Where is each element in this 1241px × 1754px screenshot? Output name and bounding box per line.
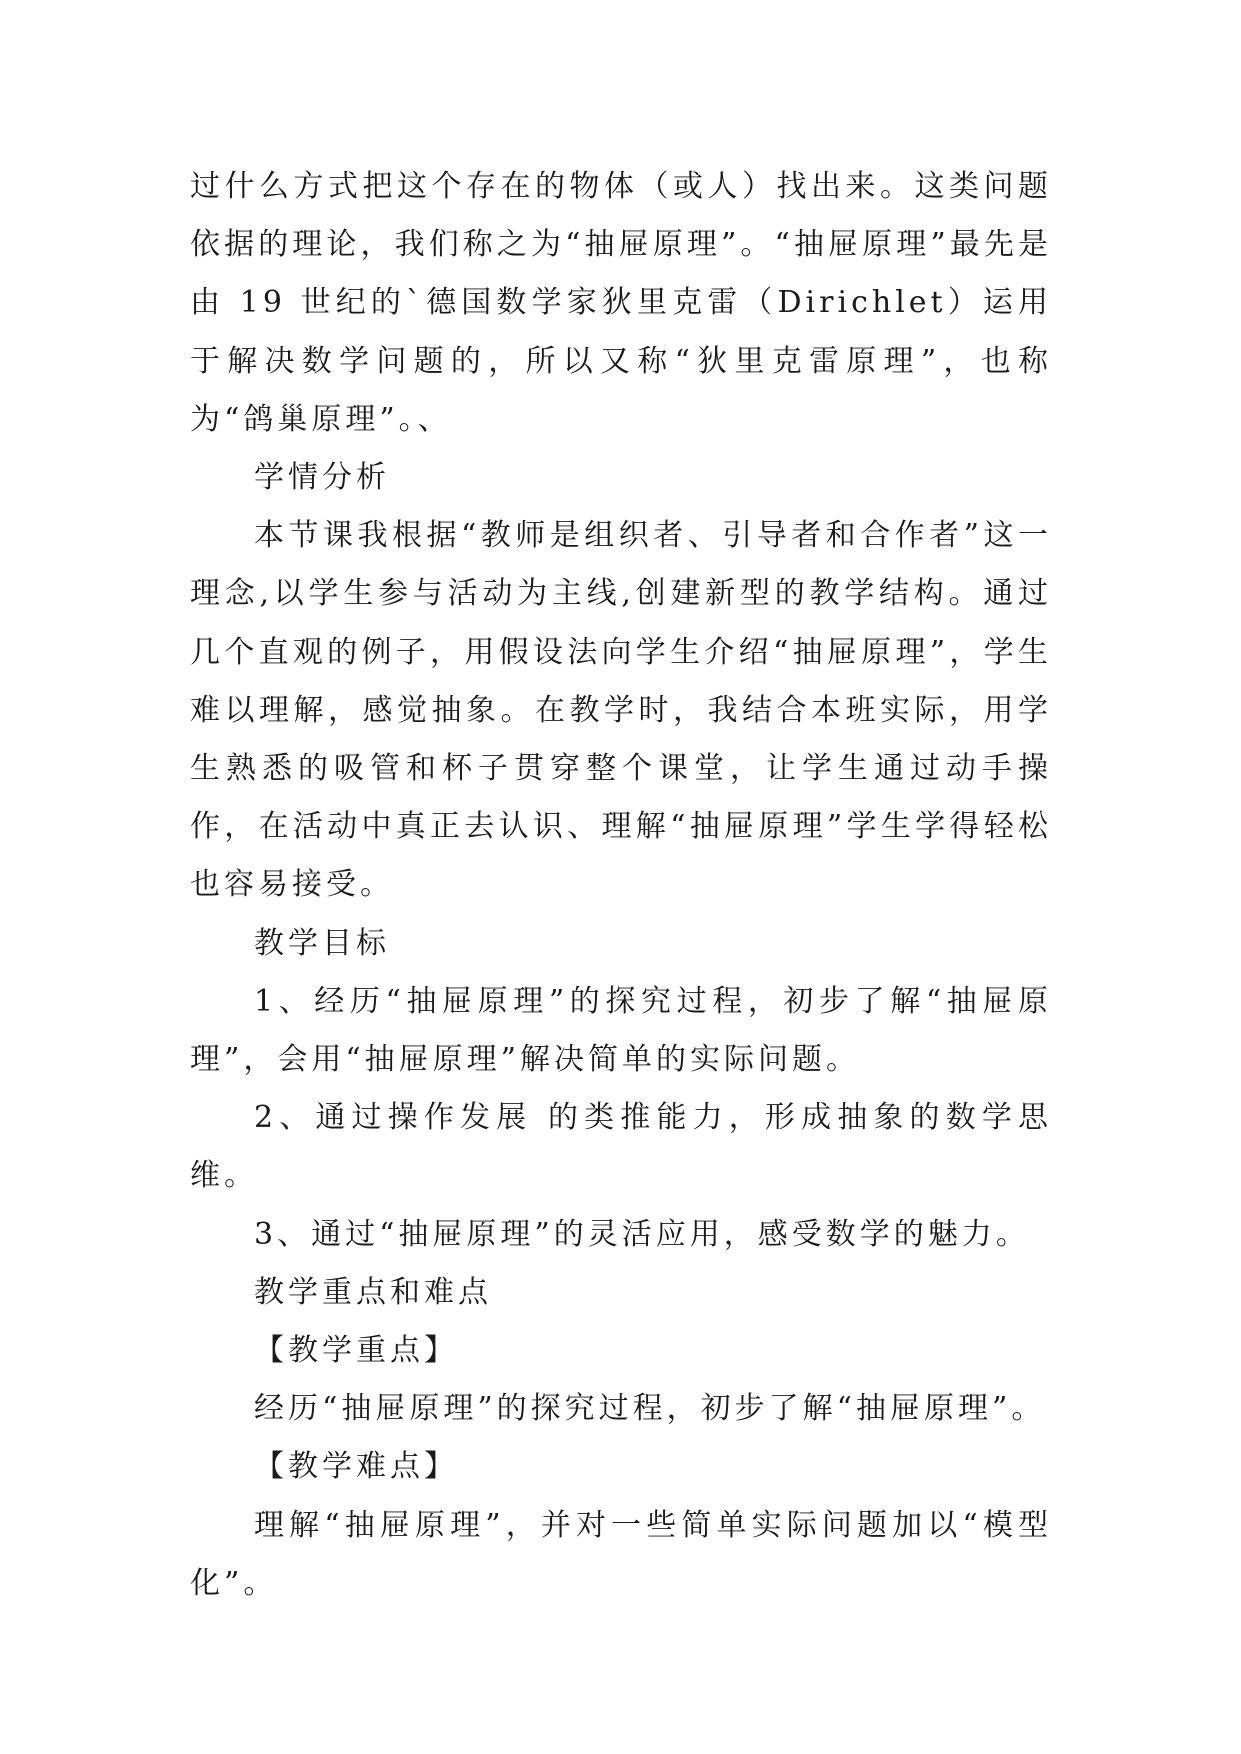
document-body: [190, 158, 1052, 1613]
subheading-difficulty: 【教学难点】: [254, 1449, 458, 1485]
paragraph-learning-analysis: 本节课我根据“教师是组织者、引导者和合作者”这一理念,以学生参与活动为主线,创建新型的教学结构。通过几个直观的例子，用假设法向学生介绍“抽屉原理”，学生难以理解，感觉抽象。在教学时，我结合本班实际，用学生熟悉的吸管和杯子贯穿整个课堂，让学生通过动手操作，在活动中真正去认识、理解“抽屉原理”学生学得轻松也容易接受。: [190, 518, 1052, 903]
section-heading-teaching-goals: 教学目标: [254, 925, 390, 961]
goal-item-3: 3、通过“抽屉原理”的灵活应用，感受数学的魅力。: [254, 1216, 1030, 1252]
paragraph-key-point: 经历“抽屉原理”的探究过程，初步了解“抽屉原理”。: [254, 1391, 1046, 1427]
section-heading-learning-analysis: 学情分析: [254, 460, 390, 496]
subheading-key-point: 【教学重点】: [254, 1333, 458, 1369]
paragraph-intro-continued: 过什么方式把这个存在的物体（或人）找出来。这类问题依据的理论，我们称之为“抽屉原理”。“抽屉原理”最先是由 19 世纪的`德国数学家狄里克雷（Dirichlet）运用于解决数学问题的，所以又称“狄里克雷原理”，也称为“鸽巢原理”。、: [190, 169, 1052, 437]
paragraph-difficulty: 理解“抽屉原理”，并对一些简单实际问题加以“模型化”。: [190, 1507, 1052, 1601]
goal-item-2: 2、通过操作发展 的类推能力，形成抽象的数学思维。: [190, 1100, 1052, 1194]
section-heading-key-points: 教学重点和难点: [254, 1274, 492, 1310]
goal-item-1: 1、经历“抽屉原理”的探究过程，初步了解“抽屉原理”，会用“抽屉原理”解决简单的实际问题。: [190, 983, 1052, 1078]
